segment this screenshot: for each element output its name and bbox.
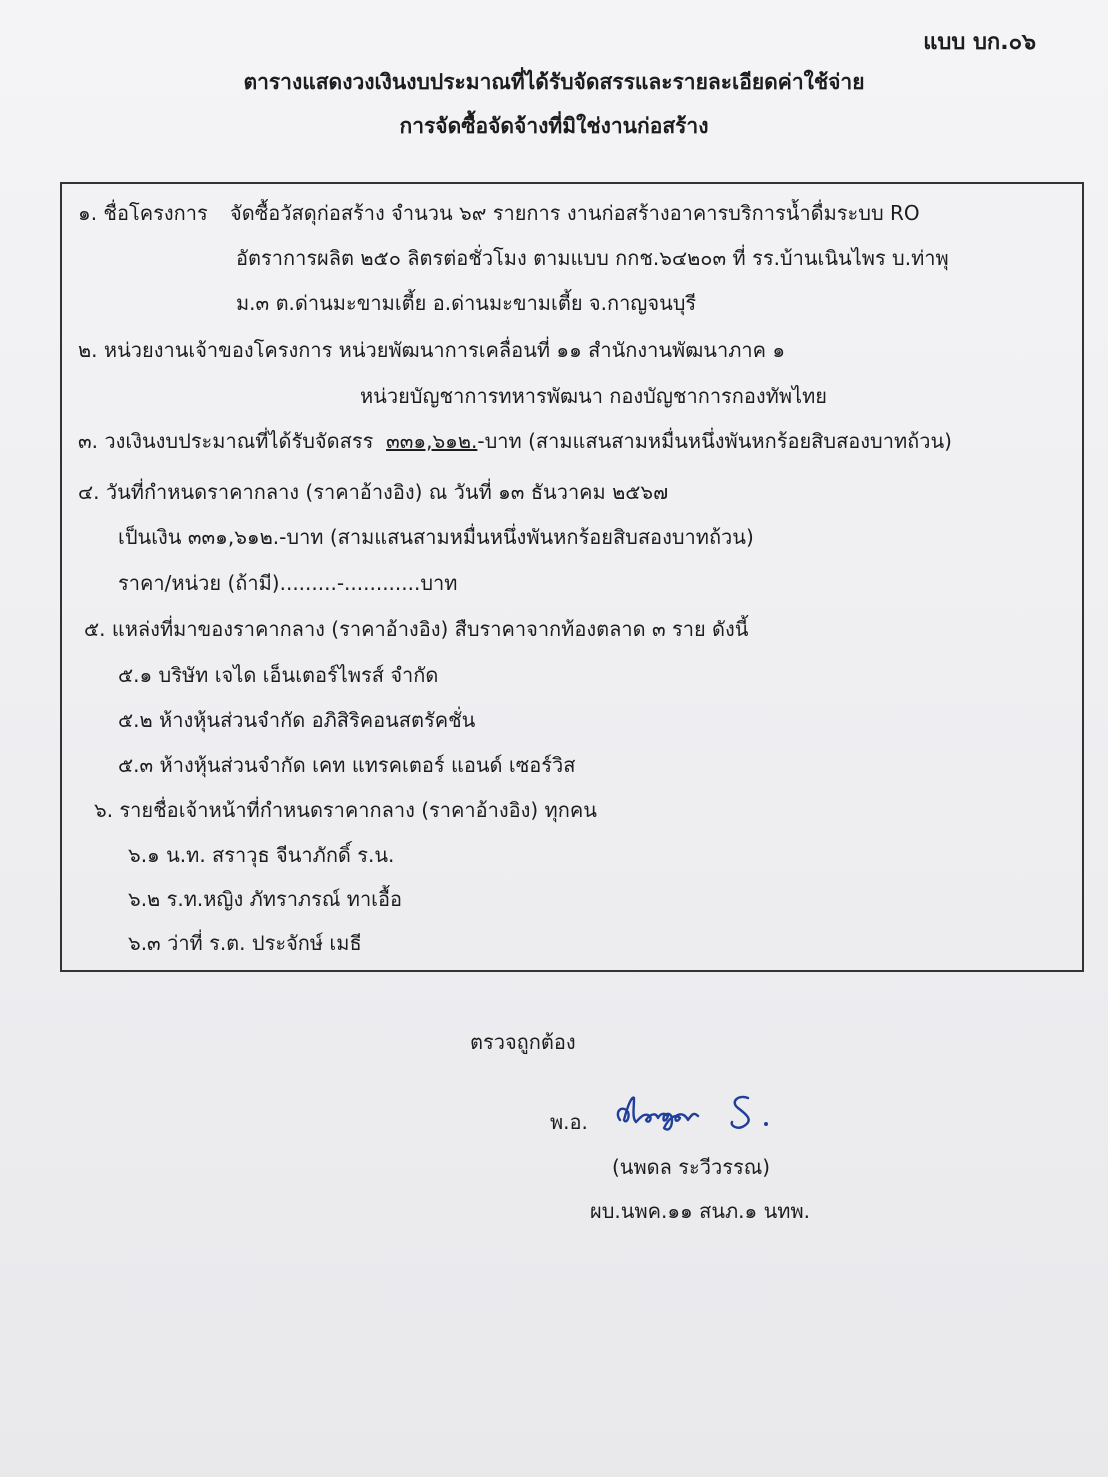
verified-text: ตรวจถูกต้อง <box>470 1030 576 1054</box>
signer-position: ผบ.นพค.๑๑ สนภ.๑ นทพ. <box>590 1199 810 1223</box>
owner-line-2: หน่วยบัญชาการทหารพัฒนา กองบัญชาการกองทัพไทย <box>360 384 828 408</box>
budget-label: ๓. วงเงินงบประมาณที่ได้รับจัดสรร <box>78 429 374 453</box>
project-label: ๑. ชื่อโครงการ <box>78 201 208 225</box>
signer-name: (นพดล ระวีวรรณ) <box>612 1155 771 1179</box>
signature-image <box>612 1090 782 1136</box>
document-title: ตารางแสดงวงเงินงบประมาณที่ได้รับจัดสรรและรายละเอียดค่าใช้จ่าย <box>243 70 865 94</box>
project-line-2: อัตราการผลิต ๒๕๐ ลิตรต่อชั่วโมง ตามแบบ กกช.๖๔๒๐๓ ที่ รร.บ้านเนินไพร บ.ท่าพุ <box>236 246 949 270</box>
officer-2: ๖.๒ ร.ท.หญิง ภัทราภรณ์ ทาเอื้อ <box>128 887 403 911</box>
reference-date-line: ๔. วันที่กำหนดราคากลาง (ราคาอ้างอิง) ณ วันที่ ๑๓ ธันวาคม ๒๕๖๗ <box>78 480 669 504</box>
price-source-1: ๕.๑ บริษัท เจได เอ็นเตอร์ไพรส์ จำกัด <box>118 663 439 687</box>
project-line-3: ม.๓ ต.ด่านมะขามเตี้ย อ.ด่านมะขามเตี้ย จ.กาญจนบุรี <box>236 291 697 315</box>
price-source-2: ๕.๒ ห้างหุ้นส่วนจำกัด อภิสิริคอนสตรัคชั่น <box>118 708 476 732</box>
price-source-3: ๕.๓ ห้างหุ้นส่วนจำกัด เคท แทรคเตอร์ แอนด์ เซอร์วิส <box>118 753 576 777</box>
budget-suffix: -บาท (สามแสนสามหมื่นหนึ่งพันหกร้อยสิบสองบาทถ้วน) <box>477 429 952 453</box>
officer-3: ๖.๓ ว่าที่ ร.ต. ประจักษ์ เมธี <box>128 931 362 955</box>
reference-amount-line: เป็นเงิน ๓๓๑,๖๑๒.-บาท (สามแสนสามหมื่นหนึ่งพันหกร้อยสิบสองบาทถ้วน) <box>118 525 754 549</box>
project-line-1: จัดซื้อวัสดุก่อสร้าง จำนวน ๖๙ รายการ งานก่อสร้างอาคารบริการน้ำดื่มระบบ RO <box>230 201 920 225</box>
officer-1: ๖.๑ น.ท. สราวุธ จีนาภักดิ์ ร.น. <box>128 843 395 867</box>
owner-line-1: ๒. หน่วยงานเจ้าของโครงการ หน่วยพัฒนาการเคลื่อนที่ ๑๑ สำนักงานพัฒนาภาค ๑ <box>78 338 786 362</box>
document-subtitle: การจัดซื้อจัดจ้างที่มิใช่งานก่อสร้าง <box>399 114 709 138</box>
signer-rank: พ.อ. <box>550 1110 588 1134</box>
unit-price-line: ราคา/หน่วย (ถ้ามี).........-............บาท <box>118 571 458 595</box>
form-code: แบบ บก.๐๖ <box>923 30 1036 55</box>
price-source-line: ๕. แหล่งที่มาของราคากลาง (ราคาอ้างอิง) สืบราคาจากท้องตลาด ๓ ราย ดังนี้ <box>84 617 749 641</box>
budget-line <box>78 428 952 454</box>
budget-amount: ๓๓๑,๖๑๒. <box>386 429 478 453</box>
officers-line: ๖. รายชื่อเจ้าหน้าที่กำหนดราคากลาง (ราคาอ้างอิง) ทุกคน <box>94 798 597 822</box>
